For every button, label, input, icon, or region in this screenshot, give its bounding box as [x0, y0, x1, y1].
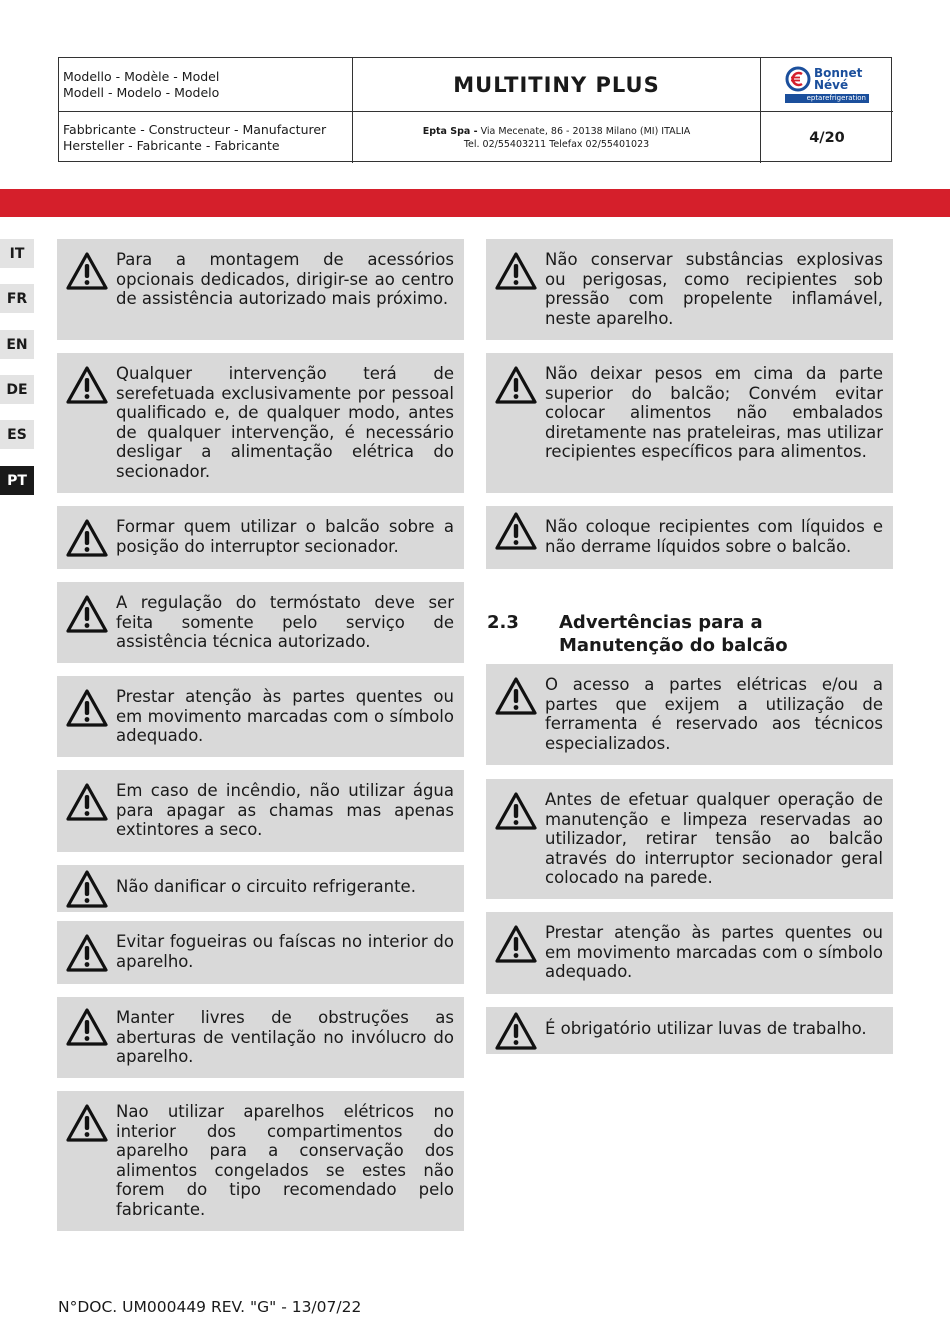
warning-text: O acesso a partes elétricas e/ou a partes que exijem a utilização de ferramenta é reservado aos técnicos especializados.: [545, 675, 883, 753]
warning-box: [486, 239, 893, 340]
warning-box: [57, 239, 464, 340]
section-number: 2.3: [487, 612, 519, 633]
page-number: 4/20: [809, 129, 845, 146]
warning-triangle-icon: [65, 365, 109, 405]
warning-text: Não deixar pesos em cima da parte superior do balcão; Convém evitar colocar alimentos não embalados diretamente nas prateleiras, mas utilizar recipientes específicos para alimentos.: [545, 364, 883, 461]
warning-triangle-icon: [65, 251, 109, 291]
warning-box: [486, 506, 893, 569]
warning-text: Não danificar o circuito refrigerante.: [116, 877, 416, 896]
model-label-line-1: Modello - Modèle - Model: [63, 68, 220, 84]
warning-triangle-icon: [65, 594, 109, 634]
warning-box: [486, 912, 893, 994]
warning-text: Prestar atenção às partes quentes ou em movimento marcadas com o símbolo adequado.: [545, 923, 883, 981]
manufacturer-phone: Tel. 02/55403211 Telefax 02/55401023: [463, 138, 650, 150]
warning-text: Não coloque recipientes com líquidos e não derrame líquidos sobre o balcão.: [545, 517, 883, 556]
language-tab-fr[interactable]: FR: [0, 284, 34, 313]
warning-box: [57, 997, 464, 1078]
warning-box: [57, 865, 464, 912]
warning-box: [57, 676, 464, 757]
warning-triangle-icon: [65, 782, 109, 822]
logo-subtitle: eptarefrigeration: [785, 94, 869, 103]
warning-box: [486, 779, 893, 899]
warning-triangle-icon: [65, 1007, 109, 1047]
warning-box: [486, 353, 893, 493]
warning-text: É obrigatório utilizar luvas de trabalho.: [545, 1019, 867, 1038]
warning-triangle-icon: [494, 924, 538, 964]
warning-text: Em caso de incêndio, não utilizar água para apagar as chamas mas apenas extintores a seco.: [116, 781, 454, 839]
language-tab-de[interactable]: DE: [0, 375, 34, 404]
warning-triangle-icon: [494, 251, 538, 291]
red-band: [0, 189, 950, 217]
warning-triangle-icon: [65, 933, 109, 973]
warning-triangle-icon: [494, 791, 538, 831]
warning-triangle-icon: [65, 688, 109, 728]
warning-box: [57, 921, 464, 984]
manufacturer-label: [59, 112, 353, 163]
logo-word-neve: Névé: [814, 78, 849, 92]
warning-text: Prestar atenção às partes quentes ou em movimento marcadas com o símbolo adequado.: [116, 687, 454, 745]
warning-box: [57, 353, 464, 493]
warning-box: [486, 664, 893, 765]
manufacturer-info: [353, 112, 761, 163]
manufacturer-label-line-2: Hersteller - Fabricante - Fabricante: [63, 137, 280, 153]
section-title-line-1: Advertências para a: [559, 612, 763, 633]
language-tab-pt[interactable]: PT: [0, 466, 34, 495]
warning-triangle-icon: [494, 676, 538, 716]
warning-text: Não conservar substâncias explosivas ou perigosas, como recipientes sob pressão com propelente inflamável, neste aparelho.: [545, 250, 883, 328]
section-title: [559, 611, 879, 657]
logo-word-bonnet: Bonnet: [814, 66, 863, 80]
warning-text: Evitar fogueiras ou faíscas no interior do aparelho.: [116, 932, 454, 971]
warning-box: [486, 1007, 893, 1054]
warning-triangle-icon: [494, 365, 538, 405]
warning-box: [57, 506, 464, 569]
document-header: [58, 57, 892, 162]
warning-text: Para a montagem de acessórios opcionais dedicados, dirigir-se ao centro de assistência autorizado mais próximo.: [116, 250, 454, 308]
warning-triangle-icon: [494, 1011, 538, 1051]
section-title-line-2: Manutenção do balcão: [559, 635, 788, 656]
manufacturer-address: Via Mecenate, 86 - 20138 Milano (MI) ITALIA: [477, 125, 691, 137]
model-name: MULTITINY PLUS: [353, 58, 761, 112]
warning-box: [57, 582, 464, 663]
warning-box: [57, 1091, 464, 1231]
warning-text: Formar quem utilizar o balcão sobre a posição do interruptor secionador.: [116, 517, 454, 556]
brand-logo: [761, 58, 893, 112]
language-tab-en[interactable]: EN: [0, 330, 34, 359]
warning-triangle-icon: [494, 511, 538, 551]
language-tab-es[interactable]: ES: [0, 420, 34, 449]
warning-text: A regulação do termóstato deve ser feita somente pelo serviço de assistência técnica autorizado.: [116, 593, 454, 651]
warning-text: Qualquer intervenção terá de serefetuada exclusivamente por pessoal qualificado e, de qualquer modo, antes de qualquer intervenção, é necessário desligar a alimentação elétrica do secionador.: [116, 364, 454, 481]
warning-text: Manter livres de obstruções as aberturas de ventilação no invólucro do aparelho.: [116, 1008, 454, 1066]
warning-triangle-icon: [65, 518, 109, 558]
warning-triangle-icon: [65, 1103, 109, 1143]
warning-text: Nao utilizar aparelhos elétricos no interior dos compartimentos do aparelho para a conservação dos alimentos congelados se estes não forem do tipo recomendado pelo fabricante.: [116, 1102, 454, 1219]
model-label-line-2: Modell - Modelo - Modelo: [63, 84, 220, 100]
warning-text: Antes de efetuar qualquer operação de manutenção e limpeza reservadas ao utilizador, retirar tensão ao balcão através do interruptor secionador geral colocado na parede.: [545, 790, 883, 887]
warning-triangle-icon: [65, 869, 109, 909]
document-number: N°DOC. UM000449 REV. "G" - 13/07/22: [58, 1298, 362, 1316]
manufacturer-company: Epta Spa -: [422, 125, 478, 137]
model-label: [59, 58, 353, 112]
manufacturer-label-line-1: Fabbricante - Constructeur - Manufacturer: [63, 121, 327, 137]
language-tab-it[interactable]: IT: [0, 239, 34, 268]
warning-box: [57, 770, 464, 852]
euro-circle-logo-icon: [785, 66, 811, 92]
